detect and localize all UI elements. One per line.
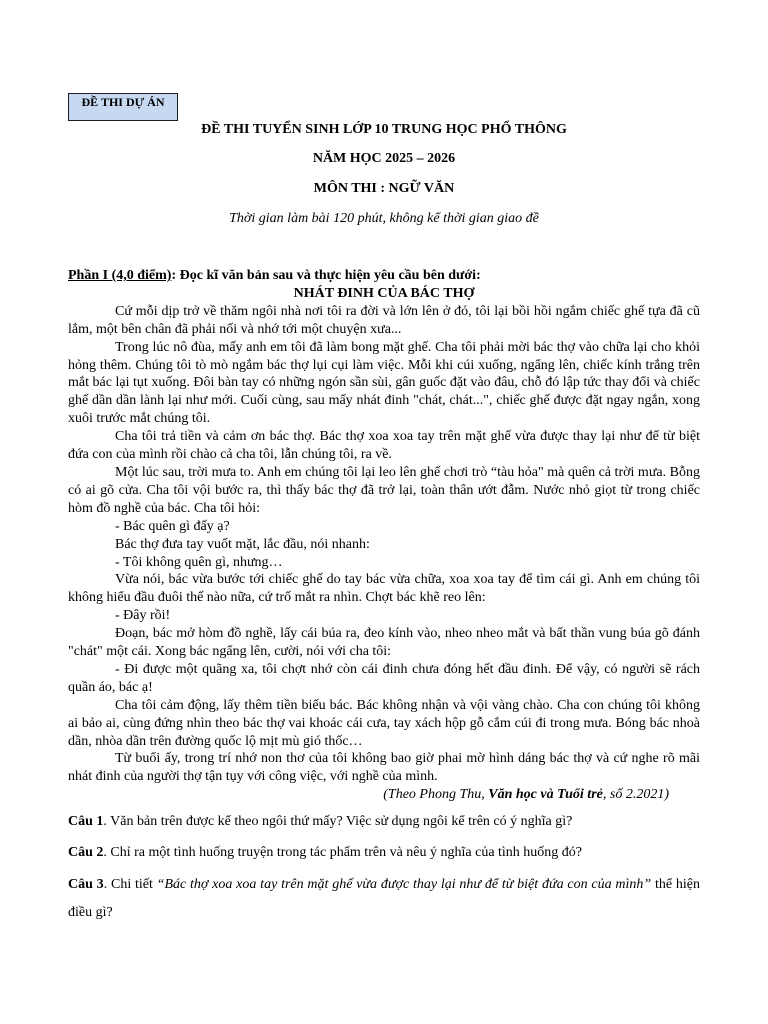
story-paragraph: Cha tôi cảm động, lấy thêm tiền biếu bác. Bác không nhận và vội vàng chào. Cha con chúng tôi không ai bảo ai, cùng đứng nhìn theo bác thợ vai khoác cái cưa, tay xách hộp gỗ cắm cúi đi trong mưa. Bóng bác nhoà dần, nhòa dần trên đường quốc lộ mịt mù gió thốc… [68, 697, 700, 749]
story-paragraph: Cha tôi trả tiền và cảm ơn bác thợ. Bác thợ xoa xoa tay trên mặt ghế vừa được thay lại như để từ biệt đứa con của mình rồi chào cả cha tôi, lẫn chúng tôi, ra về. [68, 429, 700, 463]
story-paragraph: Vừa nói, bác vừa bước tới chiếc ghế do tay bác vừa chữa, xoa xoa tay để tìm cái gì. Anh em chúng tôi không hiểu đầu đuôi thế nào nữa, cứ trố mắt ra nhìn. Chợt bác khẽ reo lên: [68, 572, 700, 606]
school-year: NĂM HỌC 2025 – 2026 [312, 151, 456, 166]
dialogue-line: Bác thợ đưa tay vuốt mặt, lắc đầu, nói nhanh: [115, 536, 370, 552]
question-tail: thể hiện điều gì? [68, 877, 700, 921]
story-title: NHÁT ĐINH CỦA BÁC THỢ [293, 285, 475, 301]
exam-subject: MÔN THI : NGỮ VĂN [313, 181, 455, 196]
source-comma: , [481, 787, 489, 803]
part-heading [68, 267, 700, 285]
question-quote: “Bác thợ xoa xoa tay trên mặt ghế vừa được thay lại như để từ biệt đứa con của mình” [156, 877, 652, 893]
question-text: . Chỉ ra một tình huống truyện trong tác phẩm trên và nêu ý nghĩa của tình huống đó? [103, 845, 583, 861]
question-label: Câu 2 [68, 845, 104, 861]
story-paragraph: Một lúc sau, trời mưa to. Anh em chúng tôi lại leo lên ghế chơi trò “tàu hỏa" mà quên cả trời mưa. Bỗng có ai gõ cửa. Cha tôi vội bước ra, thì thấy bác thợ đã trở lại, toàn thân ướt đẫm. Nước nhỏ giọt từ trong chiếc hòm đồ nghề của bác. Cha tôi hỏi: [68, 464, 700, 516]
source-author: Phong Thu [419, 787, 482, 803]
story-paragraph: Cứ mỗi dịp trở về thăm ngôi nhà nơi tôi ra đời và lớn lên ở đó, tôi lại bồi hồi ngắm chiếc ghế tựa đã cũ lắm, một bên chân đã phải nối và nhớ tới một chuyện xưa... [68, 303, 700, 337]
story-paragraph: - Đi được một quãng xa, tôi chợt nhớ còn cái đinh chưa đóng hết đầu đinh. Để vậy, có người sẽ rách quần áo, bác ạ! [68, 661, 700, 695]
exam-title: ĐỀ THI TUYỂN SINH LỚP 10 TRUNG HỌC PHỔ THÔNG [201, 122, 567, 137]
dialogue-line: - Bác quên gì đấy ạ? [115, 518, 230, 534]
exam-content [68, 267, 700, 927]
exam-badge: ĐỀ THI DỰ ÁN [68, 93, 178, 121]
story-paragraph: Đoạn, bác mở hòm đồ nghề, lấy cái búa ra, đeo kính vào, nheo nheo mắt và bất thần vung búa gõ đánh "chát" một cái. Xong bác ngẩng lên, cười, nói với cha tôi: [68, 626, 700, 660]
story-paragraph: Từ buổi ấy, trong trí nhớ non thơ của tôi không bao giờ phai mờ hình dáng bác thợ và cứ nghe rõ mãi nhát đinh của người thợ tận tụy với công việc, với nghề của mình. [68, 751, 700, 785]
story-paragraph: Trong lúc nô đùa, mấy anh em tôi đã làm bong mặt ghế. Cha tôi phải mời bác thợ vào chữa lại cho khỏi hỏng thêm. Chúng tôi tò mò ngắm bác thợ lụi cụi làm việc. Mỗi khi cúi xuống, ngẩng lên, chiếc kính trắng trên mắt bác lại tụt xuống. Đôi bàn tay có những ngón sần sùi, gân guốc đặt vào đâu, chỗ đó lập tức thay đổi và chiếc ghế dần dần lành lại như mới. Cuối cùng, sau mấy nhát đinh "chát, chát...", chiếc ghế được đặt ngay ngắn, xong xuôi trước mắt chúng tôi. [68, 339, 700, 427]
source-publication: Văn học và Tuổi trẻ [488, 787, 603, 803]
question-text: . Chi tiết [103, 877, 157, 893]
source-issue: , số 2.2021) [602, 787, 669, 803]
dialogue-line: - Đây rồi! [115, 608, 171, 624]
part-instruction: : Đọc kĩ văn bản sau và thực hiện yêu cầu bên dưới: [171, 268, 481, 283]
source-open: (Theo [383, 787, 420, 803]
question-label: Câu 1 [68, 814, 104, 830]
question-label: Câu 3 [68, 877, 104, 893]
dialogue-line: - Tôi không quên gì, nhưng… [115, 554, 283, 570]
source-citation [68, 786, 700, 804]
time-note: Thời gian làm bài 120 phút, không kể thời gian giao đề [229, 211, 539, 226]
question-1 [68, 809, 700, 835]
question-3 [68, 871, 700, 927]
question-text: . Văn bản trên được kể theo ngôi thứ mấy? Việc sử dụng ngôi kể trên có ý nghĩa gì? [103, 814, 573, 830]
part-label: Phần I (4,0 điểm) [68, 268, 172, 283]
question-2 [68, 840, 700, 866]
